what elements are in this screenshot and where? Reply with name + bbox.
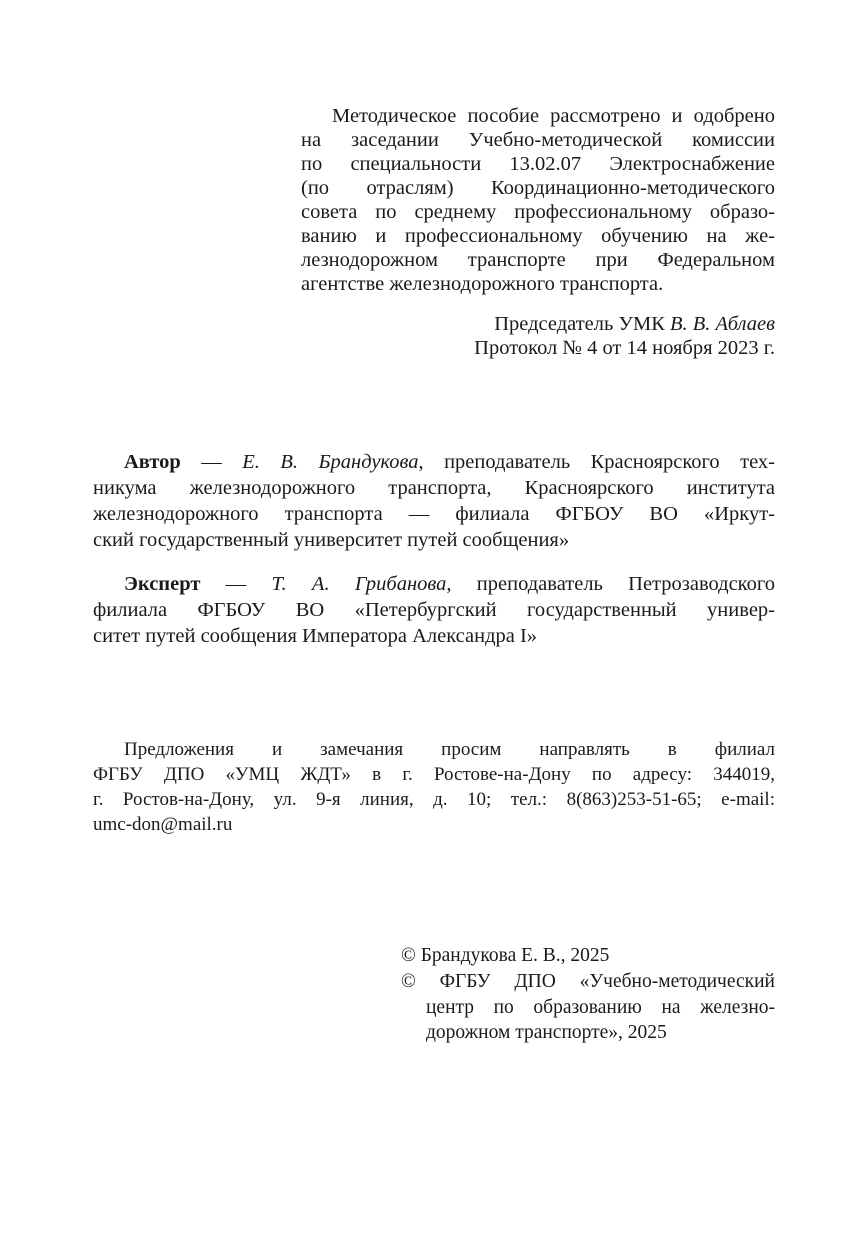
approval-line: на заседании Учебно-методической комиссии: [301, 129, 775, 151]
approval-line: агентстве железнодорожного транспорта.: [301, 273, 664, 295]
author-line-first: [124, 450, 775, 474]
approval-line: совета по среднему профессиональному образо-: [301, 201, 775, 223]
expert-dash: —: [200, 573, 272, 595]
copyright-publisher-cont: дорожном транспорте», 2025: [426, 1022, 667, 1043]
copyright-publisher: © ФГБУ ДПО «Учебно-методический: [401, 971, 775, 992]
chairman-name: В. В. Аблаев: [670, 313, 775, 335]
protocol-line: Протокол № 4 от 14 ноября 2023 г.: [474, 337, 775, 359]
author-line: ский государственный университет путей сообщения»: [93, 529, 570, 551]
author-line1-rest: , преподаватель Красноярского тех-: [418, 451, 776, 473]
author-label: Автор: [124, 451, 181, 473]
expert-line: филиала ФГБОУ ВО «Петербургский государственный универ-: [93, 599, 775, 621]
copyright-publisher-cont: центр по образованию на железно-: [426, 997, 775, 1018]
expert-line1-rest: , преподаватель Петрозаводского: [446, 573, 776, 595]
approval-line: Методическое пособие рассмотрено и одобрено: [332, 105, 775, 127]
copyright-author: © Брандукова Е. В., 2025: [401, 945, 610, 966]
expert-name: Т. А. Грибанова: [271, 573, 447, 595]
approval-line: по специальности 13.02.07 Электроснабжение: [301, 153, 775, 175]
approval-line: лезнодорожном транспорте при Федеральном: [301, 249, 775, 271]
chairman-line: [301, 312, 775, 336]
author-name: Е. В. Брандукова: [242, 451, 419, 473]
expert-line: ситет путей сообщения Императора Александра I»: [93, 625, 538, 647]
author-line: никума железнодорожного транспорта, Красноярского института: [93, 477, 775, 499]
author-dash: —: [180, 451, 243, 473]
author-line: железнодорожного транспорта — филиала ФГБОУ ВО «Иркут-: [93, 503, 775, 525]
approval-line: (по отраслям) Координационно-методического: [301, 177, 775, 199]
feedback-line: г. Ростов-на-Дону, ул. 9-я линия, д. 10; тел.: 8(863)253-51-65; e-mail:: [93, 789, 775, 810]
feedback-line: Предложения и замечания просим направлять в филиал: [124, 739, 775, 760]
expert-label: Эксперт: [124, 573, 201, 595]
approval-line: ванию и профессиональному обучению на же-: [301, 225, 775, 247]
feedback-line: ФГБУ ДПО «УМЦ ЖДТ» в г. Ростове-на-Дону по адресу: 344019,: [93, 764, 775, 785]
expert-line-first: [124, 572, 775, 596]
feedback-email: umc-don@mail.ru: [93, 814, 233, 835]
chairman-label: Председатель УМК: [494, 313, 665, 335]
